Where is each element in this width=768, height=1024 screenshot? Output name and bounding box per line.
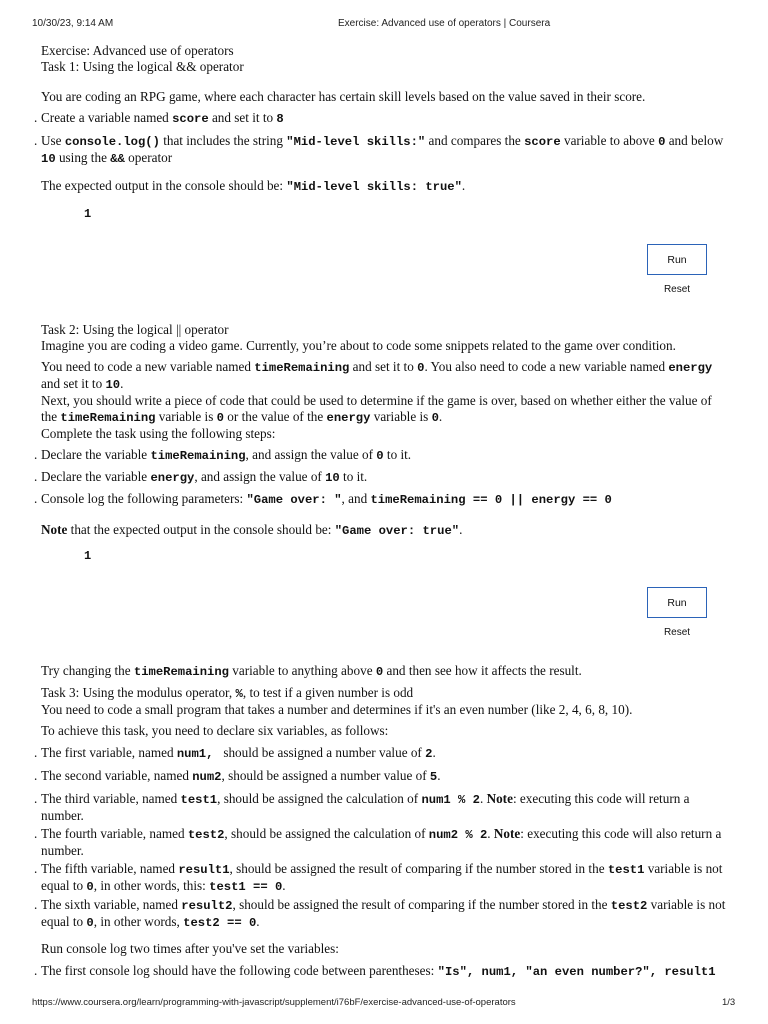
task2-step1: . Declare the variable timeRemaining, and assign the value of 0 to it. bbox=[41, 447, 731, 464]
task1-reset-button[interactable]: Reset bbox=[663, 284, 691, 295]
task1-intro: You are coding an RPG game, where each character has certain skill levels based on the value saved in their score. bbox=[41, 89, 646, 104]
task2-heading: Task 2: Using the logical || operator bbox=[41, 322, 229, 337]
task3-variable-6: . The sixth variable, named result2, should be assigned the result of comparing if the number stored in the test2 variable is not equal to 0, in other words, test2 == 0. bbox=[41, 897, 731, 931]
task1-step2: . Use console.log() that includes the string "Mid-level skills:" and compares the score variable to above 0 and below 10 using the && operator bbox=[41, 133, 731, 167]
task2-step2: . Declare the variable energy, and assign the value of 10 to it. bbox=[41, 469, 731, 486]
task2-try-changing: Try changing the timeRemaining variable to anything above 0 and then see how it affects the result. bbox=[41, 663, 582, 679]
page-title: Exercise: Advanced use of operators bbox=[41, 43, 234, 58]
task2-paragraph-1: You need to code a new variable named timeRemaining and set it to 0. You also need to code a new variable named energy and set it to 10. bbox=[41, 359, 713, 392]
task3-heading: Task 3: Using the modulus operator, %, to test if a given number is odd bbox=[41, 685, 414, 701]
line-number: 1 bbox=[84, 207, 92, 221]
task3-variable-5: . The fifth variable, named result1, should be assigned the result of comparing if the number stored in the test1 variable is not equal to 0, in other words, this: test1 == 0. bbox=[41, 861, 731, 895]
task3-console-log-1: . The first console log should have the following code between parentheses: "Is", num1, "an even number?", result1 bbox=[41, 963, 731, 980]
task3-intro: You need to code a small program that takes a number and determines if it's an even number (like 2, 4, 6, 8, 10). bbox=[41, 702, 633, 717]
task2-code-editor[interactable] bbox=[41, 547, 731, 563]
task2-run-button[interactable]: Run bbox=[647, 587, 707, 618]
task3-paragraph-1: To achieve this task, you need to declare six variables, as follows: bbox=[41, 723, 389, 738]
task1-run-button[interactable]: Run bbox=[647, 244, 707, 275]
task1-heading: Task 1: Using the logical && operator bbox=[41, 59, 244, 74]
task2-intro: Imagine you are coding a video game. Currently, you’re about to code some snippets related to the game over condition. bbox=[41, 338, 676, 353]
task1-code-editor[interactable] bbox=[41, 205, 731, 221]
print-header-datetime: 10/30/23, 9:14 AM bbox=[32, 18, 114, 29]
line-number: 1 bbox=[84, 549, 92, 563]
task2-reset-button[interactable]: Reset bbox=[663, 627, 691, 638]
task1-step1: . Create a variable named score and set it to 8 bbox=[41, 110, 731, 127]
task3-variable-1: . The first variable, named num1, should be assigned a number value of 2. bbox=[41, 745, 731, 762]
task1-expected-output: The expected output in the console should be: "Mid-level skills: true". bbox=[41, 178, 466, 194]
exercise-content bbox=[41, 43, 731, 980]
task3-paragraph-2: Run console log two times after you've set the variables: bbox=[41, 941, 339, 956]
task2-paragraph-2: Next, you should write a piece of code that could be used to determine if the game is over, based on whether either the value of the timeRemaining variable is 0 or the value of the energy variable is 0. bbox=[41, 393, 712, 425]
task2-step3: . Console log the following parameters: "Game over: ", and timeRemaining == 0 || energy == 0 bbox=[41, 491, 731, 508]
task3-variable-4: . The fourth variable, named test2, should be assigned the calculation of num2 % 2. Note: executing this code will also return a number. bbox=[41, 826, 731, 859]
task3-variable-3: . The third variable, named test1, should be assigned the calculation of num1 % 2. Note: executing this code will return a number. bbox=[41, 791, 731, 824]
print-header-title: Exercise: Advanced use of operators | Coursera bbox=[338, 18, 551, 29]
print-footer-url: https://www.coursera.org/learn/programming-with-javascript/supplement/i76bF/exercise-advanced-use-of-operators bbox=[32, 997, 516, 1008]
print-footer-page-number: 1/3 bbox=[722, 997, 736, 1008]
task2-paragraph-3: Complete the task using the following steps: bbox=[41, 426, 276, 441]
task3-variable-2: . The second variable, named num2, should be assigned a number value of 5. bbox=[41, 768, 731, 785]
task2-note: Note that the expected output in the console should be: "Game over: true". bbox=[41, 522, 463, 538]
